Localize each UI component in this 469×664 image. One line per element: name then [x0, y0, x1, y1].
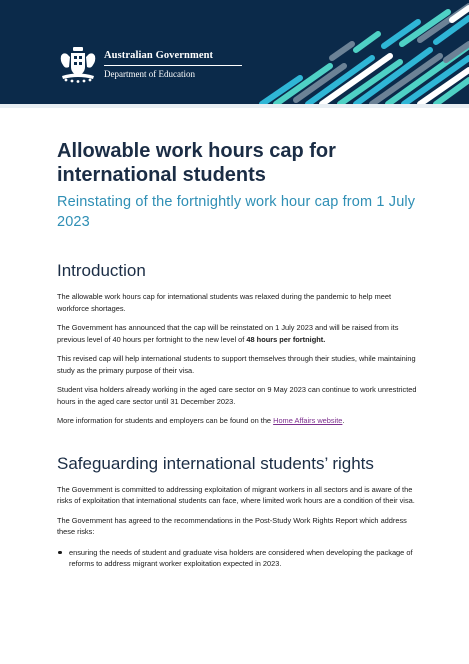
safeguard-paragraph-1: The Government is committed to addressing exploitation of migrant workers in all sectors and is aware of the risks of exploitation that international students can face, where limited work hours are a condition of their visa.	[57, 484, 415, 505]
safeguard-bullet-list	[57, 547, 417, 570]
logo-divider	[104, 65, 242, 66]
intro-paragraph-2-emphasis: 48 hours per fortnight.	[246, 334, 326, 344]
safeguard-paragraph-2: The Government has agreed to the recommendations in the Post-Study Work Rights Report which address these risks:	[57, 515, 407, 536]
intro-paragraph-1: The allowable work hours cap for international students was relaxed during the pandemic to help meet workforce shortages.	[57, 292, 392, 313]
page-title: Allowable work hours cap for international students	[57, 140, 336, 186]
list-item: ensuring the needs of student and graduate visa holders are considered when developing the package of reforms to address migrant worker exploitation expected in 2023.	[57, 547, 417, 570]
org-name: Australian Government	[104, 50, 214, 61]
intro-paragraph-5	[57, 415, 417, 427]
intro-paragraph-2-text: The Government has announced that the cap will be reinstated on 1 July 2023 and will be raised from its previous level of 40 hours per fortnight to the new level of	[57, 323, 399, 344]
department-name: Department of Education	[104, 69, 195, 79]
intro-paragraph-3: This revised cap will help international students to support themselves through their studies, while maintaining study as the primary purpose of their visa.	[57, 354, 416, 375]
intro-paragraph-4: Student visa holders already working in the aged care sector on 9 May 2023 can continue to work unrestricted hours in the aged care sector until 31 December 2023.	[57, 385, 417, 406]
section-heading-safeguarding: Safeguarding international students’ rights	[57, 453, 374, 473]
intro-paragraph-2	[57, 322, 417, 345]
logo-text	[104, 50, 242, 80]
government-logo	[58, 46, 242, 84]
intro-paragraph-5-end: .	[342, 416, 345, 425]
intro-paragraph-5-text: More information for students and employers can be found on the	[57, 416, 274, 425]
coat-of-arms-icon	[58, 46, 98, 84]
document-header	[0, 0, 469, 108]
section-heading-introduction: Introduction	[57, 261, 146, 280]
page-subtitle: Reinstating of the fortnightly work hour cap from 1 July 2023	[57, 194, 416, 230]
header-bottom-bar	[0, 104, 469, 108]
home-affairs-link[interactable]: Home Affairs website	[273, 416, 343, 425]
document-body	[57, 139, 417, 570]
